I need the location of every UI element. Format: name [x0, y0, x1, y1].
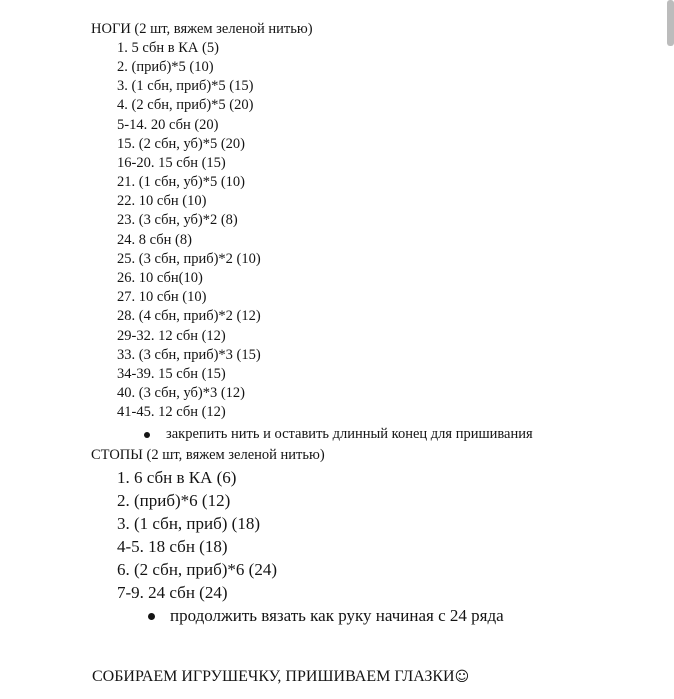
feet-title: СТОПЫ (2 шт, вяжем зеленой нитью): [91, 447, 325, 463]
legs-row: 23. (3 сбн, уб)*2 (8): [117, 212, 238, 228]
legs-row: 34-39. 15 сбн (15): [117, 366, 226, 382]
footer-caption: СОБИРАЕМ ИГРУШЕЧКУ, ПРИШИВАЕМ ГЛАЗКИ: [92, 668, 455, 685]
legs-row: 21. (1 сбн, уб)*5 (10): [117, 174, 246, 190]
legs-row: 28. (4 сбн, приб)*2 (12): [117, 308, 261, 324]
legs-row: 15. (2 сбн, уб)*5 (20): [117, 136, 246, 152]
legs-row: 26. 10 сбн(10): [117, 270, 203, 286]
legs-row: 25. (3 сбн, приб)*2 (10): [117, 251, 261, 267]
legs-row: 2. (приб)*5 (10): [117, 59, 214, 75]
legs-row: 41-45. 12 сбн (12): [117, 404, 226, 420]
legs-row: 24. 8 сбн (8): [117, 232, 192, 248]
feet-row: 3. (1 сбн, приб) (18): [117, 514, 260, 533]
smiley-icon: ☺: [454, 669, 470, 685]
legs-row: 33. (3 сбн, приб)*3 (15): [117, 347, 261, 363]
legs-row: 27. 10 сбн (10): [117, 289, 207, 305]
legs-row: 5-14. 20 сбн (20): [117, 117, 219, 133]
legs-row: 29-32. 12 сбн (12): [117, 328, 226, 344]
legs-row: 4. (2 сбн, приб)*5 (20): [117, 97, 254, 113]
legs-row: 3. (1 сбн, приб)*5 (15): [117, 78, 254, 94]
footer-text: [92, 668, 469, 686]
legs-note: закрепить нить и оставить длинный конец для пришивания: [166, 426, 533, 442]
feet-row: 6. (2 сбн, приб)*6 (24): [117, 560, 277, 579]
legs-row: 22. 10 сбн (10): [117, 193, 207, 209]
legs-title: НОГИ (2 шт, вяжем зеленой нитью): [91, 21, 313, 37]
feet-note: продолжить вязать как руку начиная с 24 ряда: [170, 606, 504, 625]
scrollbar[interactable]: [667, 0, 674, 46]
feet-row: 1. 6 сбн в КА (6): [117, 468, 237, 487]
feet-row: 2. (приб)*6 (12): [117, 491, 231, 510]
legs-row: 16-20. 15 сбн (15): [117, 155, 226, 171]
legs-row: 40. (3 сбн, уб)*3 (12): [117, 385, 246, 401]
legs-row: 1. 5 сбн в КА (5): [117, 40, 219, 56]
feet-row: 7-9. 24 сбн (24): [117, 583, 228, 602]
feet-row: 4-5. 18 сбн (18): [117, 537, 228, 556]
